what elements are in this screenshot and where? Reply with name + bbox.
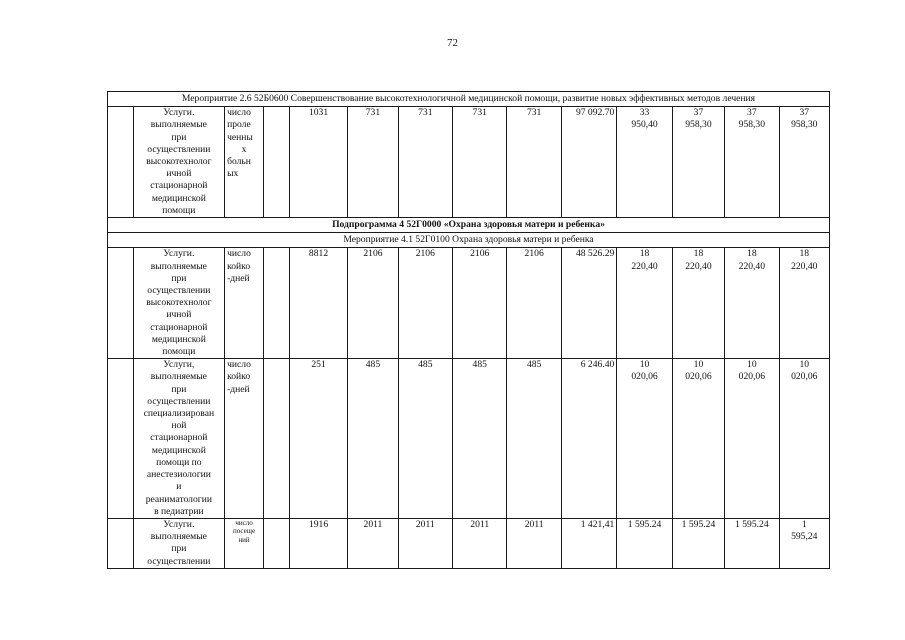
amount-line: 37 <box>693 107 704 119</box>
amount-line: 1 <box>801 518 807 530</box>
measure-2-6-row <box>108 92 830 107</box>
table-row <box>108 248 830 359</box>
service-name-line: помощи по <box>156 456 202 468</box>
unit-cell <box>225 359 264 519</box>
service-name-line: медицинской <box>151 333 206 345</box>
service-name-line: высокотехнолог <box>146 156 212 168</box>
service-name-line: анестезиологии <box>146 469 211 481</box>
amount-line: 1 595.24 <box>681 518 716 530</box>
value-cell: 2011 <box>453 518 507 568</box>
service-name-line: при <box>171 272 187 284</box>
unit-line: посеще <box>232 527 256 536</box>
amount-cell <box>779 107 829 218</box>
value-cell: 251 <box>289 359 348 519</box>
amount-cell <box>672 107 724 218</box>
service-name-line: выполняемые <box>150 531 207 543</box>
empty-cell <box>108 107 134 218</box>
empty-cell <box>264 518 290 568</box>
service-name-line: осуществлении <box>147 143 211 155</box>
service-name-line: при <box>171 543 187 555</box>
unit-cell <box>225 248 264 359</box>
service-name-line: стационарной <box>150 180 208 192</box>
service-name-line: ичной <box>166 309 192 321</box>
amount-cell <box>617 107 672 218</box>
unit-line: число <box>227 248 251 260</box>
value-cell: 2106 <box>348 248 398 359</box>
measure-4-1-row <box>108 233 830 248</box>
value-cell: 1031 <box>289 107 348 218</box>
service-name-line: Услуги, <box>163 359 195 371</box>
unit-cell <box>225 518 264 568</box>
measure-4-1-title: Мероприятие 4.1 52Г0100 Охрана здоровья матери и ребенка <box>108 233 830 248</box>
unit-line: -дней <box>227 272 250 284</box>
amount-line: 18 <box>799 248 810 260</box>
value-cell: 1916 <box>289 518 348 568</box>
amount-cell <box>779 359 829 519</box>
empty-cell <box>108 248 134 359</box>
total-cell: 48 526.29 <box>561 248 616 359</box>
service-name-cell <box>133 107 224 218</box>
amount-cell <box>725 359 779 519</box>
amount-line: 10 <box>747 359 757 371</box>
page-number: 72 <box>447 37 458 49</box>
amount-cell <box>617 359 672 519</box>
value-cell: 2011 <box>507 518 561 568</box>
unit-line: число <box>227 359 251 371</box>
amount-line: 1 595.24 <box>627 518 662 530</box>
budget-table <box>107 91 830 569</box>
unit-line: ых <box>227 168 239 180</box>
service-name-line: стационарной <box>150 432 208 444</box>
empty-cell <box>264 359 290 519</box>
service-name-line: осуществлении <box>147 395 211 407</box>
amount-line: 220,40 <box>738 260 766 272</box>
service-name-line: помощи <box>162 346 196 358</box>
service-name-line: стационарной <box>150 321 208 333</box>
amount-line: 020,06 <box>685 371 712 383</box>
unit-line: -дней <box>227 383 250 395</box>
value-cell: 2011 <box>398 518 452 568</box>
subprogram-4-title: Подпрограмма 4 52Г0000 «Охрана здоровья матери и ребенка» <box>108 218 830 233</box>
value-cell: 8812 <box>289 248 348 359</box>
amount-cell <box>672 518 724 568</box>
amount-line: 37 <box>799 107 810 119</box>
amount-cell <box>617 518 672 568</box>
service-name-line: ичной <box>166 168 192 180</box>
empty-cell <box>264 248 290 359</box>
table-row <box>108 107 830 218</box>
value-cell: 731 <box>507 107 561 218</box>
value-cell: 731 <box>453 107 507 218</box>
value-cell: 485 <box>398 359 452 519</box>
service-name-line: выполняемые <box>150 260 207 272</box>
value-cell: 2106 <box>507 248 561 359</box>
service-name-line: осуществлении <box>147 285 211 297</box>
amount-line: 10 <box>693 359 704 371</box>
service-name-line: медицинской <box>151 444 206 456</box>
unit-cell <box>225 107 264 218</box>
service-name-line: в педиатрии <box>154 505 204 517</box>
service-name-cell <box>133 518 224 568</box>
amount-cell <box>779 248 829 359</box>
service-name-cell <box>133 248 224 359</box>
amount-line: 18 <box>747 248 757 260</box>
unit-line: ний <box>238 535 250 544</box>
value-cell: 731 <box>348 107 398 218</box>
service-name-line: Услуги. <box>163 248 195 260</box>
amount-line: 958,30 <box>791 119 818 131</box>
total-cell: 97 092.70 <box>561 107 616 218</box>
amount-line: 10 <box>639 359 650 371</box>
amount-line: 595,24 <box>791 531 818 543</box>
service-name-line: выполняемые <box>150 119 207 131</box>
total-cell: 6 246.40 <box>561 359 616 519</box>
service-name-line: помощи <box>162 204 196 216</box>
amount-cell <box>779 518 829 568</box>
unit-line: больн <box>227 156 251 168</box>
service-name-line: Услуги. <box>163 107 195 119</box>
amount-line: 18 <box>639 248 650 260</box>
amount-line: 1 595.24 <box>735 518 769 530</box>
value-cell: 2106 <box>398 248 452 359</box>
service-name-line: и <box>176 481 182 493</box>
unit-line: койко <box>227 260 251 272</box>
amount-line: 37 <box>747 107 757 119</box>
amount-line: 020,06 <box>631 371 658 383</box>
amount-cell <box>725 518 779 568</box>
table-row <box>108 518 830 568</box>
unit-line: число <box>227 107 251 119</box>
amount-line: 33 <box>639 107 650 119</box>
value-cell: 485 <box>507 359 561 519</box>
service-name-line: осуществлении <box>147 555 211 567</box>
value-cell: 2011 <box>348 518 398 568</box>
empty-cell <box>108 518 134 568</box>
unit-line: число <box>235 518 253 527</box>
amount-line: 020,06 <box>791 371 818 383</box>
unit-line: койко <box>227 371 251 383</box>
unit-line: проле <box>227 119 251 131</box>
amount-cell <box>617 248 672 359</box>
unit-line: х <box>241 143 247 155</box>
value-cell: 485 <box>453 359 507 519</box>
measure-2-6-title: Мероприятие 2.6 52Б0600 Совершенствование высокотехнологичной медицинской помощи, развитие новых эффективных методов лечения <box>108 92 830 107</box>
empty-cell <box>264 107 290 218</box>
unit-line: ченны <box>227 131 253 143</box>
service-name-line: выполняемые <box>150 371 207 383</box>
service-name-line: Услуги. <box>163 518 195 530</box>
service-name-line: медицинской <box>151 192 206 204</box>
amount-line: 18 <box>693 248 704 260</box>
amount-line: 958,30 <box>685 119 712 131</box>
amount-line: 10 <box>799 359 810 371</box>
value-cell: 485 <box>348 359 398 519</box>
table-row <box>108 359 830 519</box>
subprogram-4-row <box>108 218 830 233</box>
amount-line: 958,30 <box>738 119 766 131</box>
amount-line: 220,40 <box>685 260 712 272</box>
service-name-line: при <box>171 131 187 143</box>
amount-line: 220,40 <box>631 260 658 272</box>
amount-line: 220,40 <box>791 260 818 272</box>
value-cell: 731 <box>398 107 452 218</box>
empty-cell <box>108 359 134 519</box>
amount-line: 950,40 <box>631 119 658 131</box>
amount-cell <box>725 107 779 218</box>
amount-cell <box>672 359 724 519</box>
service-name-line: ной <box>171 420 187 432</box>
amount-cell <box>672 248 724 359</box>
service-name-line: специализирован <box>143 408 215 420</box>
amount-cell <box>725 248 779 359</box>
service-name-cell <box>133 359 224 519</box>
amount-line: 020,06 <box>738 371 766 383</box>
service-name-line: реаниматологии <box>145 493 212 505</box>
service-name-line: при <box>171 383 187 395</box>
total-cell: 1 421,41 <box>561 518 616 568</box>
value-cell: 2106 <box>453 248 507 359</box>
service-name-line: высокотехнолог <box>146 297 212 309</box>
